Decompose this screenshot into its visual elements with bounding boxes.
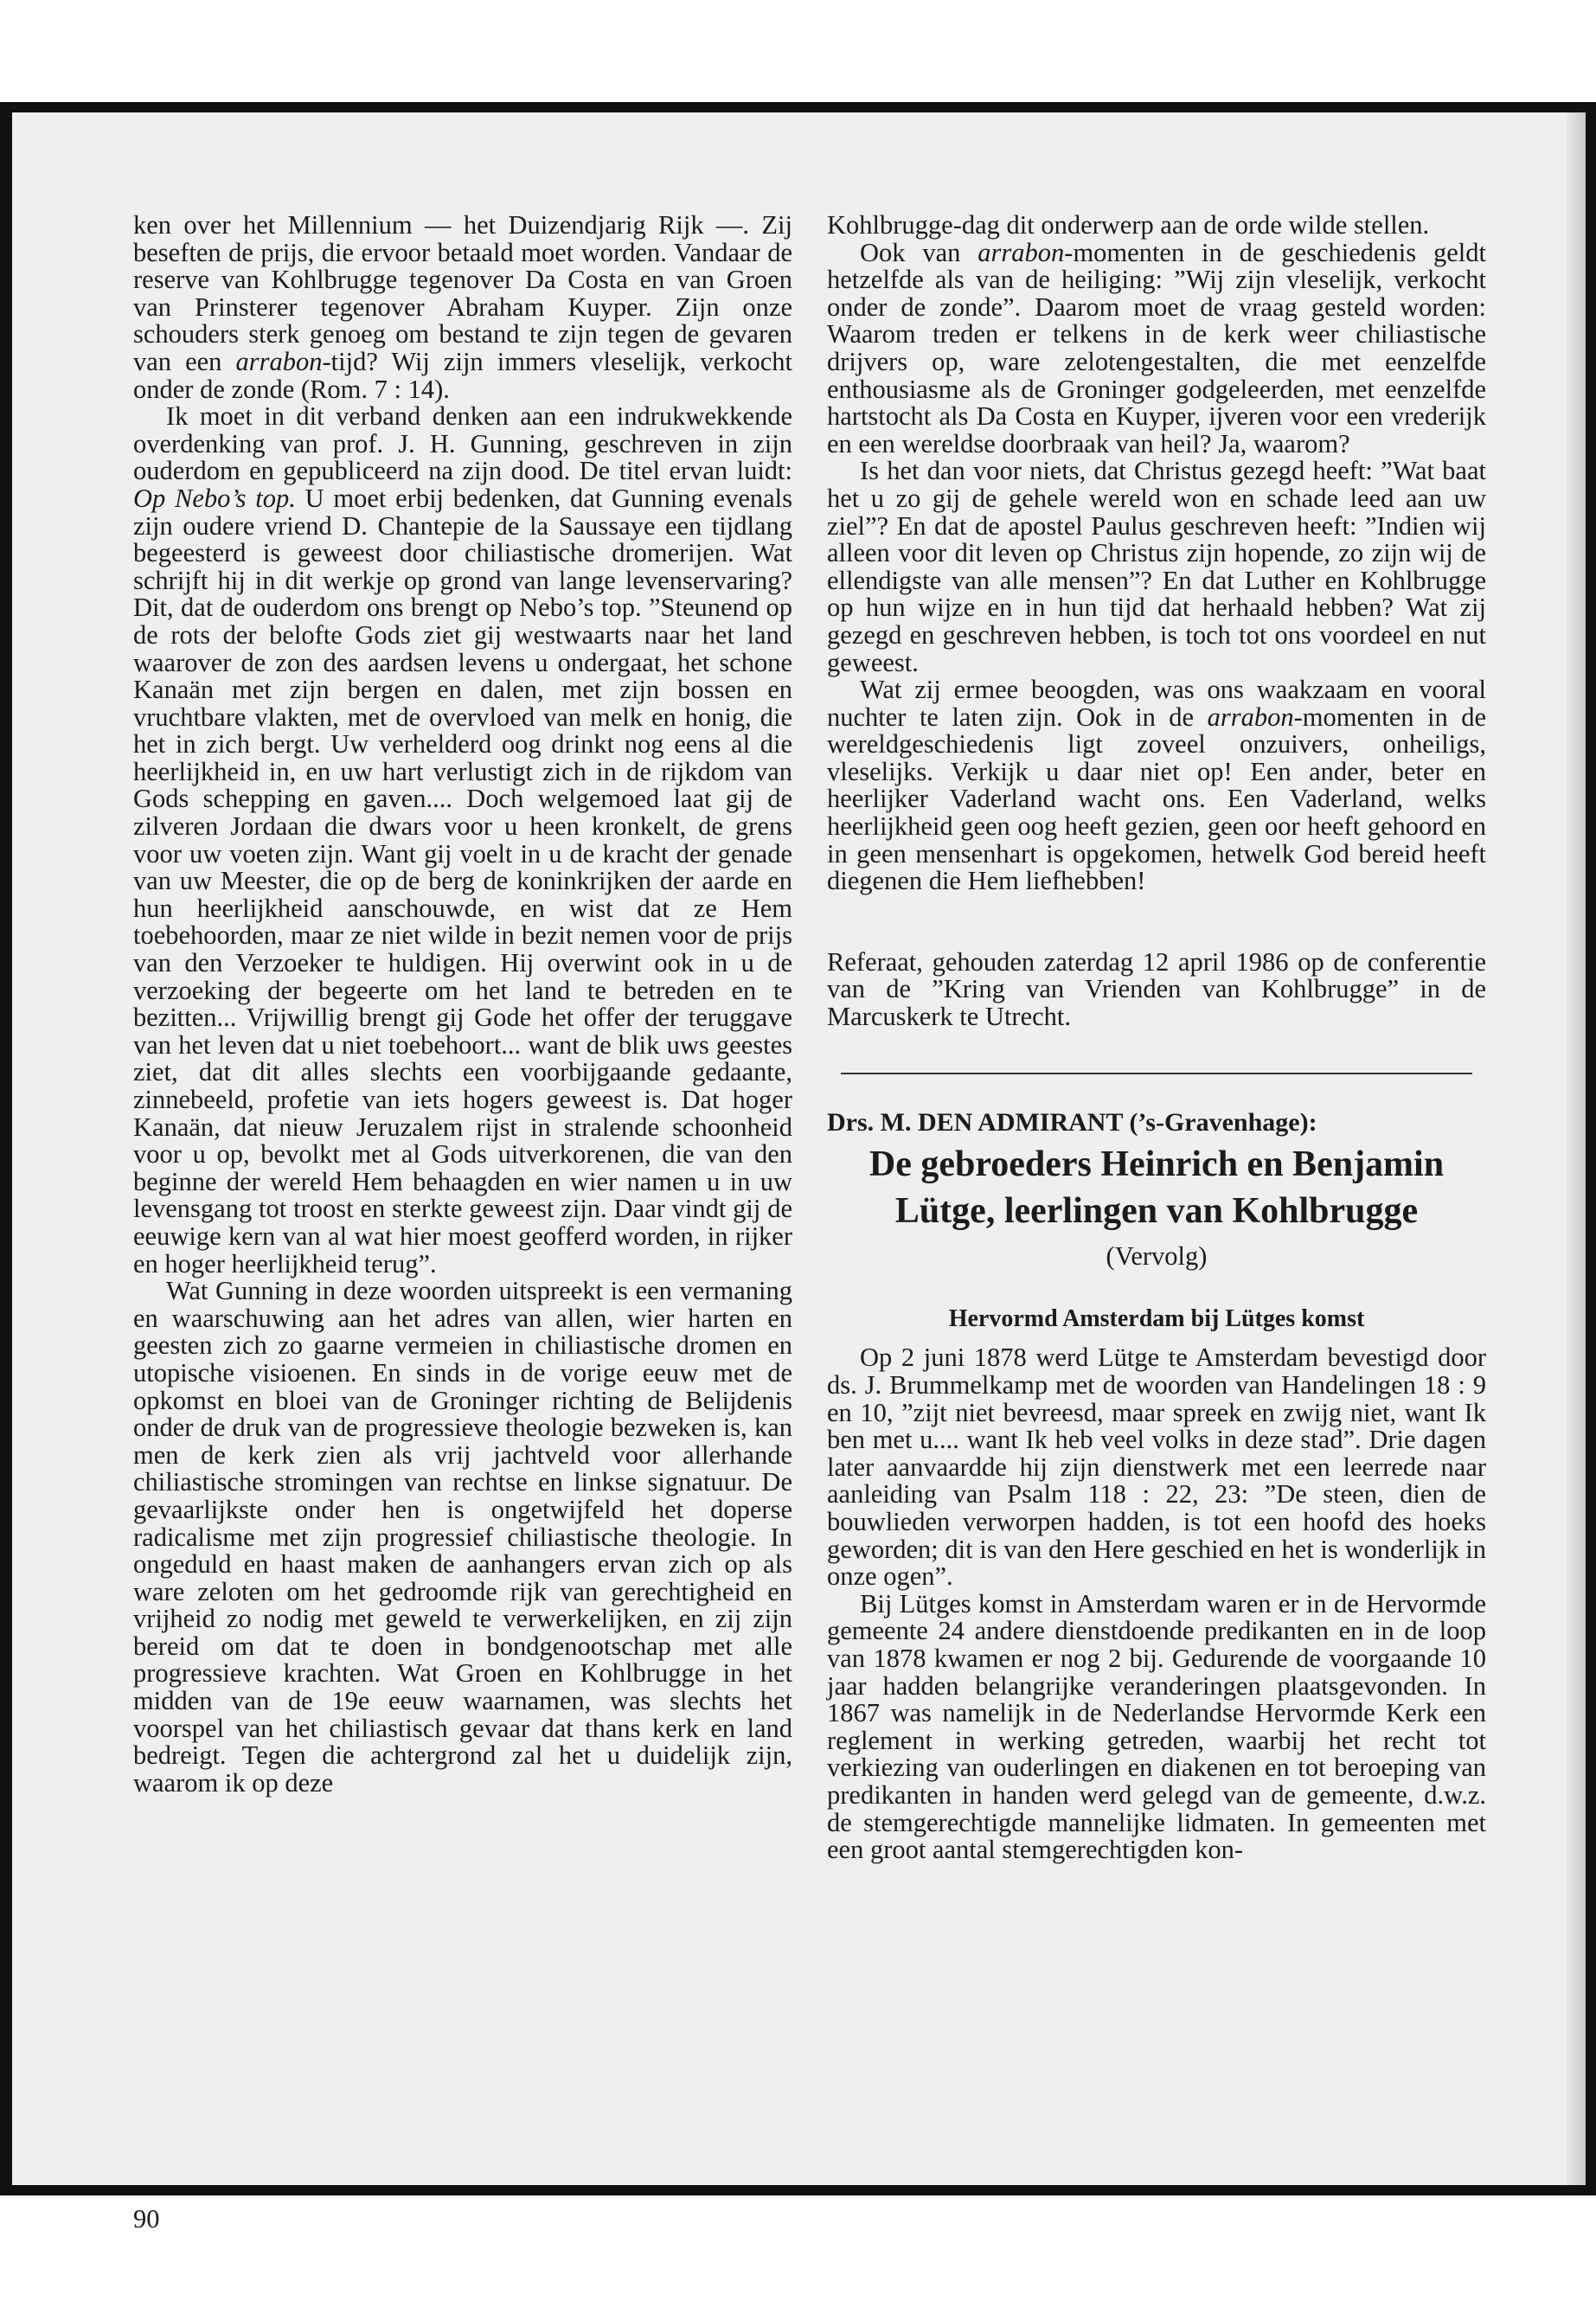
article-title: De gebroeders Heinrich en Benjamin Lütge, leerlingen van Kohlbrugge xyxy=(869,1144,1445,1232)
article-divider xyxy=(841,1073,1472,1074)
article-author: Drs. M. DEN ADMIRANT (’s-Gravenhage): xyxy=(827,1107,1317,1137)
right-paragraph-4: Wat zij ermee beoogden, was ons waakzaam en vooral nuchter te laten zijn. Ook in de arrabon-momenten in de wereldgeschiedenis ligt zoveel onzuivers, onheiligs, vleselijks. Verkijk u daar niet op! Een ander, beter en heerlijker Vaderland wacht ons. Een Vaderland, welks heerlijkheid geen oog heeft gezien, geen oor heeft gehoord en in geen mensenhart is opgekomen, hetwelk God bereid heeft diegenen die Hem liefhebben! xyxy=(827,675,1486,896)
page-edge-shadow xyxy=(1567,112,1586,2185)
right-paragraph-1: Kohlbrugge-dag dit onderwerp aan de orde wilde stellen. xyxy=(827,210,1430,240)
left-paragraph-1: ken over het Millennium — het Duizendjarig Rijk —. Zij beseften de prijs, die ervoor betaald moet worden. Vandaar de reserve van Kohlbrugge tegenover Da Costa en van Groen van Prinsterer tegenover Abraham Kuyper. Zijn onze schouders sterk genoeg om bestand te zijn tegen de gevaren van een arrabon-tijd? Wij zijn immers vleselijk, verkocht onder de zonde (Rom. 7 : 14). xyxy=(133,210,792,404)
page-number: 90 xyxy=(133,2204,160,2234)
right-paragraph-3: Is het dan voor niets, dat Christus gezegd heeft: ”Wat baat het u zo gij de gehele wereld won en schade leed aan uw ziel”? En dat de apostel Paulus geschreven heeft: ”Indien wij alleen voor dit leven op Christus zijn hopende, zo zijn wij de ellendigste van alle mensen”? En dat Luther en Kohlbrugge op hun wijze en in hun tijd dat herhaald hebben? Wat zij gezegd en geschreven hebben, is toch tot ons voordeel en nut geweest. xyxy=(827,456,1486,677)
left-column xyxy=(133,212,792,1797)
right-column xyxy=(827,212,1486,1864)
section-heading: Hervormd Amsterdam bij Lütges komst xyxy=(948,1304,1365,1332)
article-subtitle: (Vervolg) xyxy=(1106,1241,1208,1272)
article-paragraph-2: Bij Lütges komst in Amsterdam waren er in de Hervormde gemeente 24 andere dienstdoende predikanten en in de loop van 1878 kwamen er nog 2 bij. Gedurende de voorgaande 10 jaar hadden belangrijke veranderingen plaatsgevonden. In 1867 was namelijk in de Nederlandse Hervormde Kerk een reglement in werking getreden, waarbij het recht tot verkiezing van ouderlingen en diakenen en tot beroeping van predikanten in handen werd gelegd van de gemeente, d.w.z. de stemgerechtigde mannelijke lidmaten. In gemeenten met een groot aantal stemgerechtigden kon- xyxy=(827,1588,1486,1865)
printed-page xyxy=(12,112,1586,2234)
left-paragraph-3: Wat Gunning in deze woorden uitspreekt is een vermaning en waarschuwing aan het adres van allen, wier harten en geesten zich zo gaarne vermeien in chiliastische dromen en utopische visioenen. En sinds in de vorige eeuw met de opkomst en bloei van de Groninger richting de Belijdenis onder de druk van de progressieve theologie bezweken is, kan men de kerk zien als vrij jachtveld voor allerhande chiliastische stromingen van rechtse en linkse signatuur. De gevaarlijkste onder hen is ongetwijfeld het doperse radicalisme met zijn progressief chiliastische theologie. In ongeduld en haast maken de aanhangers ervan zich op als ware zeloten om het gedroomde rijk van gerechtigheid en vrijheid zo nodig met geweld te verwerkelijken, en zij zijn bereid om dat te doen in bondgenootschap met alle progressieve krachten. Wat Groen en Kohlbrugge in het midden van de 19e eeuw waarnamen, was slechts het voorspel van het chiliastisch gevaar dat thans kerk en land bedreigt. Tegen die achtergrond zal het u duidelijk zijn, waarom ik op deze xyxy=(133,1276,792,1798)
left-paragraph-2: Ik moet in dit verband denken aan een indrukwekkende overdenking van prof. J. H. Gunning, geschreven in zijn ouderdom en gepubliceerd na zijn dood. De titel ervan luidt: Op Nebo’s top. U moet erbij bedenken, dat Gunning evenals zijn oudere vriend D. Chantepie de la Saussaye een tijdlang begeesterd is geweest door chiliastische dromerijen. Wat schrijft hij in dit werkje op grond van lange levenservaring? Dit, dat de ouderdom ons brengt op Nebo’s top. ”Steunend op de rots der belofte Gods ziet gij westwaarts naar het land waarover de zon des aardsen levens u ondergaat, het schone Kanaän met zijn bergen en dalen, met zijn bossen en vruchtbare vlakten, met de overvloed van melk en honig, die het in zich bergt. Uw verhelderd oog drinkt nog eens al die heerlijkheid in, en uw hart verlustigt zich in de rijkdom van Gods schepping en gaven.... Doch welgemoed laat gij de zilveren Jordaan die dwars voor u heen kronkelt, de grens voor uw voeten zijn. Want gij voelt in u de kracht der genade van uw Meester, die op de berg de koninkrijken der aarde en hun heerlijkheid aanschouwde, en wist dat ze Hem toebehoorden, maar ze niet wilde in bezit nemen voor de prijs van den Verzoeker te huldigen. Hij overwint ook in u de verzoeking der begeerte om het land te betreden en te bezitten... Vrijwillig brengt gij Gode het offer der teruggave van het leven dat u niet toebehoort... want de blik uws geestes ziet, dat dit alles slechts een voorbijgaande gedaante, zinnebeeld, profetie van iets hogers geweest is. Dat hoger Kanaän, dat nieuw Jeruzalem rijst in stralende schoonheid voor u op, bevolkt met al Gods uitverkorenen, die van den beginne der wereld Hem behaagden en wier namen u in uw levensgang tot troost en sterkte geweest zijn. Daar vindt gij de eeuwige kern van al wat hier moest geofferd worden, in rijker en hoger heerlijkheid terug”. xyxy=(133,401,792,1279)
right-paragraph-2: Ook van arrabon-momenten in de geschiedenis geldt hetzelfde als van de heiliging: ”Wij zijn vleselijk, verkocht onder de zonde”. Daarom moet de vraag gesteld worden: Waarom treden er telkens in de kerk weer chiliastische drijvers op, ware zelotengestalten, die met eenzelfde enthousiasme als de Groninger godgeleerden, met eenzelfde hartstocht als Da Costa en Kuyper, ijveren voor een vrederijk en een wereldse doorbraak van heil? Ja, waarom? xyxy=(827,237,1486,458)
article-paragraph-1: Op 2 juni 1878 werd Lütge te Amsterdam bevestigd door ds. J. Brummelkamp met de woorden van Handelingen 18 : 9 en 10, ”zijt niet bevreesd, maar spreek en zwijg niet, want Ik ben met u.... want Ik heb veel volks in deze stad”. Drie dagen later aanvaardde hij zijn dienstwerk met een leerrede naar aanleiding van Psalm 118 : 22, 23: ”De steen, dien de bouwlieden verworpen hadden, is tot een hoofd des hoeks geworden; dit is van den Here geschied en het is wonderlijk in onze ogen”. xyxy=(827,1343,1486,1592)
lecture-note: Referaat, gehouden zaterdag 12 april 1986 op de conferentie van de ”Kring van Vrienden van Kohlbrugge” in de Marcuskerk te Utrecht. xyxy=(827,946,1486,1032)
